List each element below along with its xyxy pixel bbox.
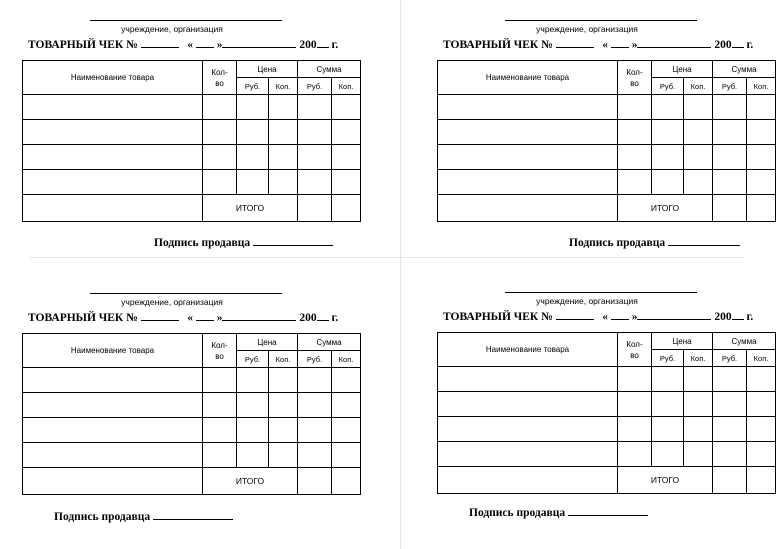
item-name-cell[interactable] — [438, 145, 618, 170]
item-sum-rub-cell[interactable] — [713, 120, 747, 145]
column-header-sum-rub: Руб. — [713, 350, 747, 367]
item-qty-cell[interactable] — [203, 145, 237, 170]
quote-open: « — [602, 39, 608, 51]
quote-close: » — [631, 39, 638, 51]
receipt-title-row — [28, 310, 338, 324]
item-qty-cell[interactable] — [618, 95, 652, 120]
item-price-rub-cell[interactable] — [237, 418, 269, 443]
item-qty-cell[interactable] — [203, 170, 237, 195]
column-header-price: Цена — [652, 61, 713, 78]
item-qty-cell[interactable] — [203, 95, 237, 120]
receipt-title-row — [443, 309, 753, 323]
column-header-sum-kop: Коп. — [332, 351, 361, 368]
column-header-qty: Кол- во — [618, 333, 652, 367]
column-header-sum-kop: Коп. — [332, 78, 361, 95]
table-row — [438, 367, 776, 392]
item-price-rub-cell[interactable] — [652, 170, 684, 195]
item-sum-rub-cell[interactable] — [713, 392, 747, 417]
quote-close: » — [631, 311, 638, 323]
item-name-cell[interactable] — [438, 95, 618, 120]
quote-open: « — [187, 312, 193, 324]
total-blank-cell — [438, 467, 618, 494]
receipt-title: ТОВАРНЫЙ ЧЕК — [443, 39, 539, 51]
total-sum-rub-cell[interactable] — [713, 467, 747, 494]
item-sum-kop-cell[interactable] — [332, 145, 361, 170]
receipt-bottom-left — [22, 293, 362, 533]
year-prefix: 200 — [714, 311, 732, 323]
column-header-qty: Кол- во — [203, 334, 237, 368]
organization-caption: учреждение, организация — [121, 24, 223, 34]
item-sum-kop-cell[interactable] — [747, 367, 776, 392]
item-price-kop-cell[interactable] — [684, 95, 713, 120]
seller-signature — [469, 504, 648, 519]
item-sum-rub-cell[interactable] — [298, 120, 332, 145]
item-name-cell[interactable] — [23, 368, 203, 393]
item-sum-rub-cell[interactable] — [713, 367, 747, 392]
signature-field[interactable] — [153, 508, 233, 520]
total-label: ИТОГО — [203, 468, 298, 495]
year-field[interactable] — [317, 310, 329, 321]
item-sum-kop-cell[interactable] — [332, 120, 361, 145]
item-name-cell[interactable] — [23, 418, 203, 443]
receipt-number-field[interactable] — [556, 37, 594, 48]
item-qty-cell[interactable] — [618, 367, 652, 392]
column-header-name: Наименование товара — [23, 334, 203, 368]
receipt-title: ТОВАРНЫЙ ЧЕК — [28, 312, 124, 324]
item-sum-rub-cell[interactable] — [713, 145, 747, 170]
column-header-sum: Сумма — [298, 334, 361, 351]
column-header-sum-rub: Руб. — [298, 78, 332, 95]
column-header-sum-rub: Руб. — [298, 351, 332, 368]
item-price-kop-cell[interactable] — [269, 418, 298, 443]
column-header-qty: Кол- во — [618, 61, 652, 95]
column-header-price-rub: Руб. — [652, 350, 684, 367]
signature-label: Подпись продавца — [154, 237, 251, 249]
column-header-sum: Сумма — [713, 333, 776, 350]
organization-line — [90, 293, 282, 294]
total-blank-cell — [438, 195, 618, 222]
organization-caption: учреждение, организация — [536, 24, 638, 34]
item-sum-kop-cell[interactable] — [332, 418, 361, 443]
total-sum-rub-cell[interactable] — [298, 468, 332, 495]
table-row — [23, 120, 361, 145]
day-field[interactable] — [611, 37, 629, 48]
day-field[interactable] — [196, 310, 214, 321]
item-sum-kop-cell[interactable] — [747, 120, 776, 145]
month-field[interactable] — [222, 310, 296, 321]
item-sum-kop-cell[interactable] — [747, 417, 776, 442]
goods-table — [437, 332, 776, 494]
column-header-sum-kop: Коп. — [747, 78, 776, 95]
receipt-title: ТОВАРНЫЙ ЧЕК — [443, 311, 539, 323]
item-sum-rub-cell[interactable] — [298, 443, 332, 468]
item-name-cell[interactable] — [438, 367, 618, 392]
item-sum-rub-cell[interactable] — [713, 417, 747, 442]
item-price-rub-cell[interactable] — [652, 442, 684, 467]
table-row — [23, 443, 361, 468]
column-header-sum: Сумма — [298, 61, 361, 78]
signature-label: Подпись продавца — [469, 507, 566, 519]
item-price-kop-cell[interactable] — [684, 145, 713, 170]
number-sign: № — [541, 311, 553, 323]
month-field[interactable] — [637, 309, 711, 320]
column-header-price-kop: Коп. — [269, 351, 298, 368]
quote-close: » — [216, 39, 223, 51]
item-price-rub-cell[interactable] — [652, 95, 684, 120]
item-qty-cell[interactable] — [618, 442, 652, 467]
total-row — [23, 195, 361, 222]
item-price-rub-cell[interactable] — [237, 170, 269, 195]
item-sum-kop-cell[interactable] — [747, 442, 776, 467]
item-sum-rub-cell[interactable] — [713, 95, 747, 120]
seller-signature — [54, 508, 233, 523]
item-sum-kop-cell[interactable] — [747, 392, 776, 417]
organization-line — [505, 292, 697, 293]
item-sum-kop-cell[interactable] — [332, 95, 361, 120]
column-header-qty: Кол- во — [203, 61, 237, 95]
signature-field[interactable] — [253, 234, 333, 246]
column-header-price-kop: Коп. — [684, 78, 713, 95]
item-sum-rub-cell[interactable] — [713, 170, 747, 195]
item-name-cell[interactable] — [23, 95, 203, 120]
organization-caption: учреждение, организация — [536, 296, 638, 306]
goods-table — [22, 60, 361, 222]
table-row — [23, 418, 361, 443]
year-field[interactable] — [317, 37, 329, 48]
item-price-rub-cell[interactable] — [237, 145, 269, 170]
total-sum-kop-cell[interactable] — [747, 195, 776, 222]
item-price-rub-cell[interactable] — [237, 95, 269, 120]
item-price-kop-cell[interactable] — [684, 442, 713, 467]
column-header-price: Цена — [237, 61, 298, 78]
item-name-cell[interactable] — [438, 120, 618, 145]
column-header-price: Цена — [237, 334, 298, 351]
item-qty-cell[interactable] — [203, 418, 237, 443]
year-field[interactable] — [732, 309, 744, 320]
total-sum-rub-cell[interactable] — [713, 195, 747, 222]
fold-line-vertical — [400, 0, 401, 549]
table-row — [438, 120, 776, 145]
item-name-cell[interactable] — [23, 170, 203, 195]
table-row — [438, 95, 776, 120]
item-price-kop-cell[interactable] — [269, 120, 298, 145]
receipt-top-left — [22, 20, 362, 255]
item-qty-cell[interactable] — [618, 145, 652, 170]
total-sum-kop-cell[interactable] — [332, 468, 361, 495]
total-label: ИТОГО — [618, 467, 713, 494]
table-row — [438, 145, 776, 170]
item-qty-cell[interactable] — [203, 368, 237, 393]
item-price-kop-cell[interactable] — [684, 392, 713, 417]
item-sum-rub-cell[interactable] — [298, 418, 332, 443]
year-suffix: г. — [331, 312, 339, 324]
item-sum-kop-cell[interactable] — [747, 170, 776, 195]
column-header-sum: Сумма — [713, 61, 776, 78]
item-sum-rub-cell[interactable] — [713, 442, 747, 467]
item-price-kop-cell[interactable] — [269, 145, 298, 170]
day-field[interactable] — [611, 309, 629, 320]
year-prefix: 200 — [714, 39, 732, 51]
item-price-kop-cell[interactable] — [684, 417, 713, 442]
item-sum-rub-cell[interactable] — [298, 393, 332, 418]
item-price-kop-cell[interactable] — [684, 120, 713, 145]
column-header-name: Наименование товара — [23, 61, 203, 95]
signature-label: Подпись продавца — [569, 237, 666, 249]
table-row — [23, 368, 361, 393]
item-price-rub-cell[interactable] — [652, 417, 684, 442]
item-sum-kop-cell[interactable] — [332, 170, 361, 195]
item-price-rub-cell[interactable] — [237, 368, 269, 393]
item-price-rub-cell[interactable] — [652, 367, 684, 392]
item-name-cell[interactable] — [23, 120, 203, 145]
item-name-cell[interactable] — [23, 145, 203, 170]
item-price-rub-cell[interactable] — [652, 145, 684, 170]
item-qty-cell[interactable] — [203, 443, 237, 468]
total-sum-rub-cell[interactable] — [298, 195, 332, 222]
receipt-number-field[interactable] — [141, 37, 179, 48]
column-header-sum-kop: Коп. — [747, 350, 776, 367]
item-sum-kop-cell[interactable] — [747, 95, 776, 120]
quote-open: « — [602, 311, 608, 323]
total-row — [438, 467, 776, 494]
column-header-price-rub: Руб. — [237, 351, 269, 368]
signature-field[interactable] — [668, 234, 740, 246]
signature-field[interactable] — [568, 504, 648, 516]
column-header-price: Цена — [652, 333, 713, 350]
year-suffix: г. — [746, 39, 754, 51]
receipt-title-row — [28, 37, 338, 51]
table-row — [438, 170, 776, 195]
day-field[interactable] — [196, 37, 214, 48]
item-qty-cell[interactable] — [618, 120, 652, 145]
item-name-cell[interactable] — [438, 442, 618, 467]
column-header-price-kop: Коп. — [269, 78, 298, 95]
total-label: ИТОГО — [618, 195, 713, 222]
month-field[interactable] — [222, 37, 296, 48]
number-sign: № — [126, 39, 138, 51]
item-sum-kop-cell[interactable] — [332, 443, 361, 468]
seller-signature — [569, 234, 740, 249]
year-field[interactable] — [732, 37, 744, 48]
item-sum-rub-cell[interactable] — [298, 145, 332, 170]
item-name-cell[interactable] — [438, 170, 618, 195]
item-name-cell[interactable] — [438, 392, 618, 417]
table-row — [23, 393, 361, 418]
item-price-kop-cell[interactable] — [269, 170, 298, 195]
organization-line — [505, 20, 697, 21]
total-blank-cell — [23, 195, 203, 222]
item-sum-kop-cell[interactable] — [332, 368, 361, 393]
item-sum-kop-cell[interactable] — [747, 145, 776, 170]
item-name-cell[interactable] — [23, 393, 203, 418]
item-sum-kop-cell[interactable] — [332, 393, 361, 418]
month-field[interactable] — [637, 37, 711, 48]
total-row — [23, 468, 361, 495]
item-sum-rub-cell[interactable] — [298, 368, 332, 393]
item-price-rub-cell[interactable] — [652, 120, 684, 145]
column-header-price-kop: Коп. — [684, 350, 713, 367]
item-qty-cell[interactable] — [618, 392, 652, 417]
column-header-price-rub: Руб. — [237, 78, 269, 95]
item-price-kop-cell[interactable] — [684, 367, 713, 392]
table-row — [438, 392, 776, 417]
quote-close: » — [216, 312, 223, 324]
column-header-price-rub: Руб. — [652, 78, 684, 95]
item-price-rub-cell[interactable] — [237, 120, 269, 145]
organization-caption: учреждение, организация — [121, 297, 223, 307]
receipt-bottom-right — [437, 292, 777, 532]
item-qty-cell[interactable] — [618, 170, 652, 195]
goods-table — [437, 60, 776, 222]
year-suffix: г. — [746, 311, 754, 323]
item-qty-cell[interactable] — [618, 417, 652, 442]
item-name-cell[interactable] — [438, 417, 618, 442]
item-price-rub-cell[interactable] — [237, 443, 269, 468]
fold-line-horizontal — [30, 257, 745, 258]
table-row — [23, 170, 361, 195]
number-sign: № — [541, 39, 553, 51]
receipt-number-field[interactable] — [556, 309, 594, 320]
table-row — [438, 442, 776, 467]
year-prefix: 200 — [299, 39, 317, 51]
goods-table — [22, 333, 361, 495]
item-price-kop-cell[interactable] — [269, 443, 298, 468]
receipt-title: ТОВАРНЫЙ ЧЕК — [28, 39, 124, 51]
item-price-kop-cell[interactable] — [269, 95, 298, 120]
receipt-number-field[interactable] — [141, 310, 179, 321]
item-qty-cell[interactable] — [203, 120, 237, 145]
item-sum-rub-cell[interactable] — [298, 170, 332, 195]
total-label: ИТОГО — [203, 195, 298, 222]
year-suffix: г. — [331, 39, 339, 51]
column-header-sum-rub: Руб. — [713, 78, 747, 95]
receipt-title-row — [443, 37, 753, 51]
total-sum-kop-cell[interactable] — [747, 467, 776, 494]
total-sum-kop-cell[interactable] — [332, 195, 361, 222]
signature-label: Подпись продавца — [54, 511, 151, 523]
table-row — [438, 417, 776, 442]
item-qty-cell[interactable] — [203, 393, 237, 418]
total-blank-cell — [23, 468, 203, 495]
table-row — [23, 145, 361, 170]
table-row — [23, 95, 361, 120]
number-sign: № — [126, 312, 138, 324]
column-header-name: Наименование товара — [438, 333, 618, 367]
item-price-kop-cell[interactable] — [684, 170, 713, 195]
item-price-kop-cell[interactable] — [269, 393, 298, 418]
item-price-kop-cell[interactable] — [269, 368, 298, 393]
organization-line — [90, 20, 282, 21]
item-name-cell[interactable] — [23, 443, 203, 468]
total-row — [438, 195, 776, 222]
item-price-rub-cell[interactable] — [237, 393, 269, 418]
column-header-name: Наименование товара — [438, 61, 618, 95]
seller-signature — [154, 234, 333, 249]
year-prefix: 200 — [299, 312, 317, 324]
item-sum-rub-cell[interactable] — [298, 95, 332, 120]
item-price-rub-cell[interactable] — [652, 392, 684, 417]
quote-open: « — [187, 39, 193, 51]
receipt-top-right — [437, 20, 777, 255]
